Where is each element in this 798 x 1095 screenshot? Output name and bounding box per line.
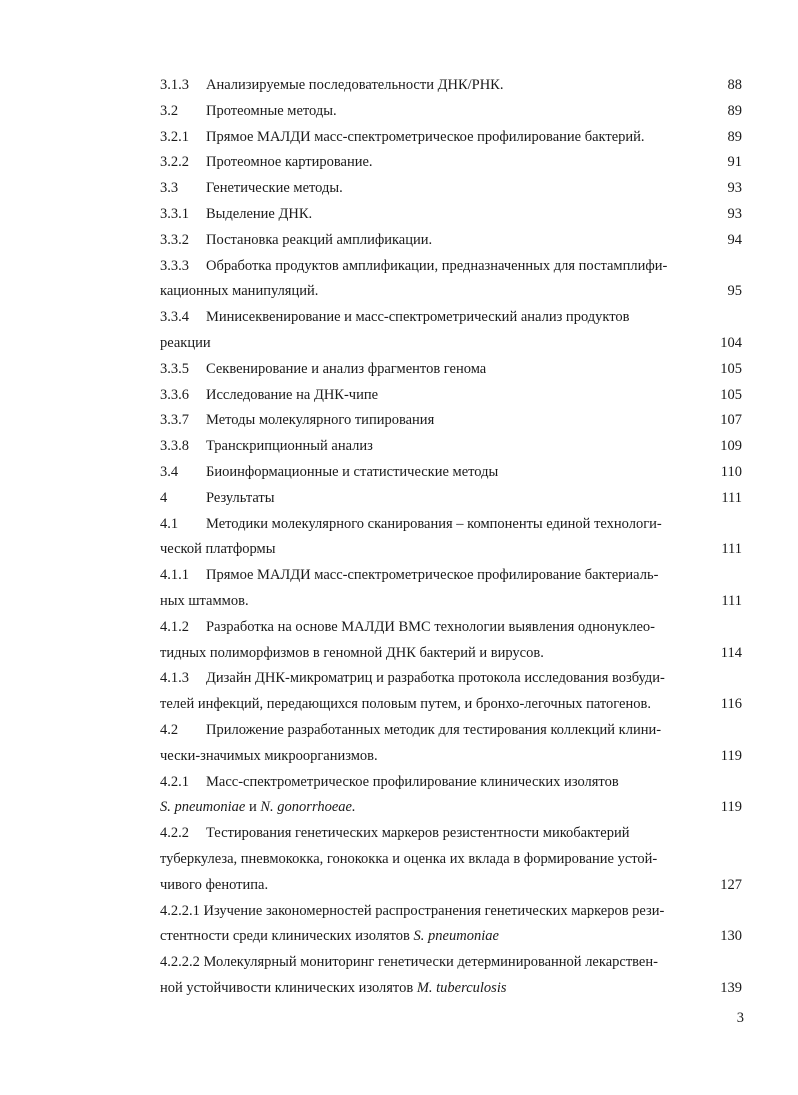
toc-title: Методы молекулярного типирования: [206, 412, 435, 429]
page-number: 3: [736, 1010, 744, 1026]
toc-page: 107: [720, 412, 742, 429]
toc-entry-4-2-2-cont: [160, 847, 742, 873]
toc-page: 116: [720, 696, 742, 713]
toc-title-continuation: ной устойчивости клинических изолятов: [160, 979, 414, 996]
toc-entry-4-1-3: [160, 666, 742, 692]
toc-entry-4-2-2-2-cont: [160, 976, 742, 1002]
toc-title: Протеомные методы.: [206, 102, 337, 119]
toc-title-continuation: тидных полиморфизмов в геномной ДНК бактерий и вирусов.: [160, 644, 544, 661]
toc-page: 88: [727, 77, 742, 93]
toc-title: Результаты: [206, 489, 275, 506]
toc-title: Приложение разработанных методик для тестирования коллекций клини-: [206, 721, 662, 738]
species-name: S. pneumoniae: [160, 799, 246, 816]
toc-page: 111: [721, 489, 742, 506]
toc-title-continuation: стентности среди клинических изолятов: [160, 928, 410, 945]
toc-entry-3-2-2: [160, 150, 742, 176]
toc-title: Биоинформационные и статистические методы: [206, 463, 499, 480]
toc-title: Молекулярный мониторинг генетически детерминированной лекарствен-: [203, 954, 658, 971]
toc-page: 91: [727, 154, 742, 171]
toc-page: 109: [720, 438, 742, 455]
toc-page: 127: [720, 876, 742, 893]
toc-page: 114: [720, 644, 742, 661]
toc-number: 4.1: [160, 515, 179, 532]
toc-entry-4-1-3-cont: [160, 692, 742, 718]
species-name: S. pneumoniae: [413, 928, 499, 945]
toc-entry-4-2-1-cont: [160, 795, 742, 821]
toc-entry-4-1-2-cont: [160, 641, 742, 667]
toc-entry-3-3-4-cont: [160, 331, 742, 357]
toc-page: 93: [727, 205, 742, 222]
toc-entry-4-2-1: [160, 770, 742, 796]
toc-entry-3-3-5: [160, 357, 742, 383]
toc-title: Анализируемые последовательности ДНК/РНК.: [206, 77, 504, 93]
toc-entry-3-2-1: [160, 125, 742, 151]
toc-title: Секвенирование и анализ фрагментов генома: [206, 360, 487, 377]
toc-page: 119: [720, 799, 742, 816]
toc-entry-3-3: [160, 176, 742, 202]
species-name: M. tuberculosis: [416, 979, 507, 996]
toc-title-continuation: кационных манипуляций.: [160, 283, 319, 300]
toc-entry-4-2: [160, 718, 742, 744]
toc-page: 105: [720, 360, 742, 377]
toc-page: 94: [727, 231, 742, 248]
toc-number: 4: [160, 489, 168, 506]
toc-title-continuation: ческой платформы: [160, 541, 276, 558]
toc-entry-3-3-4: [160, 305, 742, 331]
toc-title: Дизайн ДНК-микроматриц и разработка протокола исследования возбуди-: [206, 670, 665, 687]
toc-title-continuation: ных штаммов.: [160, 592, 249, 609]
toc-title: Исследование на ДНК-чипе: [206, 386, 379, 403]
toc-title: Минисеквенирование и масс-спектрометрический анализ продуктов: [206, 309, 630, 326]
toc-entry-3-1-3: [160, 73, 742, 99]
toc-number: 4.2.2: [160, 825, 189, 842]
toc-title: Разработка на основе МАЛДИ ВМС технологии выявления однонуклео-: [206, 618, 655, 635]
conjunction: и: [249, 799, 257, 816]
toc-number: 3.2.1: [160, 128, 189, 145]
toc-entry-3-3-1: [160, 202, 742, 228]
toc-number: 4.2.1: [160, 773, 189, 790]
toc-title-continuation: чески-значимых микроорганизмов.: [160, 747, 378, 764]
toc-entry-3-3-2: [160, 228, 742, 254]
toc-number: 3.2: [160, 102, 179, 119]
toc-page: 139: [720, 979, 742, 996]
toc-entry-3-4: [160, 460, 742, 486]
species-name: N. gonorrhoeae.: [260, 799, 356, 816]
toc-title-continuation: реакции: [160, 334, 211, 351]
toc-number: 4.2.2.1: [160, 902, 200, 919]
toc-number: 3.3.5: [160, 360, 189, 377]
toc-number: 4.1.3: [160, 670, 189, 687]
toc-title-continuation: чивого фенотипа.: [160, 876, 269, 893]
toc-title: Масс-спектрометрическое профилирование клинических изолятов: [206, 773, 619, 790]
toc-title: Прямое МАЛДИ масс-спектрометрическое профилирование бактериаль-: [206, 567, 659, 584]
toc-title: Прямое МАЛДИ масс-спектрометрическое профилирование бактерий.: [206, 128, 645, 145]
toc-number: 3.3.7: [160, 412, 189, 429]
toc-title: Обработка продуктов амплификации, предназначенных для постамплифи-: [206, 257, 668, 274]
toc-number: 3.3.2: [160, 231, 189, 248]
toc-number: 3.3.8: [160, 438, 189, 455]
toc-entry-4-2-2-2: [160, 950, 742, 976]
toc-page: 119: [720, 747, 742, 764]
toc-number: 3.3.1: [160, 205, 189, 222]
toc-entry-3-3-6: [160, 383, 742, 409]
toc-page: 93: [727, 180, 742, 197]
toc-title: Генетические методы.: [206, 180, 343, 197]
toc-entry-4-1-1-cont: [160, 589, 742, 615]
toc-number: 3.1.3: [160, 77, 189, 93]
toc-page: 130: [720, 928, 742, 945]
toc-page: 105: [720, 386, 742, 403]
toc-entry-4-2-2-1: [160, 899, 742, 925]
toc-entry-3-3-3-cont: [160, 279, 742, 305]
toc-entry-4-2-2-1-cont: [160, 924, 742, 950]
toc-page: 95: [727, 283, 742, 300]
toc-page: 111: [721, 541, 742, 558]
toc-title-continuation: телей инфекций, передающихся половым путем, и бронхо-легочных патогенов.: [160, 696, 651, 713]
toc-title: Выделение ДНК.: [206, 205, 313, 222]
toc-title: Транскрипционный анализ: [206, 438, 373, 455]
toc-title: Тестирования генетических маркеров резистентности микобактерий: [206, 825, 630, 842]
toc-number: 3.3.4: [160, 309, 189, 326]
toc-entry-4-1-2: [160, 615, 742, 641]
toc-title: Методики молекулярного сканирования – компоненты единой технологи-: [206, 515, 662, 532]
toc-entry-3-3-8: [160, 434, 742, 460]
toc-page: 89: [727, 128, 742, 145]
toc-number: 4.2.2.2: [160, 954, 200, 971]
toc-number: 3.3.3: [160, 257, 189, 274]
toc-number: 3.4: [160, 463, 179, 480]
toc-number: 3.3.6: [160, 386, 189, 403]
toc-entry-4: [160, 486, 742, 512]
toc-number: 4.1.2: [160, 618, 189, 635]
toc-title: Протеомное картирование.: [206, 154, 373, 171]
toc-number: 3.2.2: [160, 154, 189, 171]
toc-number: 4.2: [160, 721, 179, 738]
table-of-contents: [160, 73, 742, 1002]
toc-entry-3-2: [160, 99, 742, 125]
toc-page: 89: [727, 102, 742, 119]
toc-entry-4-1: [160, 512, 742, 538]
toc-page: 104: [720, 334, 742, 351]
toc-page: 110: [720, 463, 742, 480]
toc-title: Изучение закономерностей распространения генетических маркеров рези-: [203, 902, 665, 919]
toc-number: 4.1.1: [160, 567, 189, 584]
toc-entry-4-1-cont: [160, 537, 742, 563]
toc-title-continuation: туберкулеза, пневмококка, гонококка и оценка их вклада в формирование устой-: [160, 850, 658, 867]
toc-entry-3-3-3: [160, 254, 742, 280]
toc-page: 111: [721, 592, 742, 609]
toc-title: Постановка реакций амплификации.: [206, 231, 433, 248]
toc-entry-3-3-7: [160, 408, 742, 434]
toc-entry-4-2-2-cont2: [160, 873, 742, 899]
toc-number: 3.3: [160, 180, 179, 197]
toc-entry-4-2-2: [160, 821, 742, 847]
toc-entry-4-1-1: [160, 563, 742, 589]
toc-entry-4-2-cont: [160, 744, 742, 770]
